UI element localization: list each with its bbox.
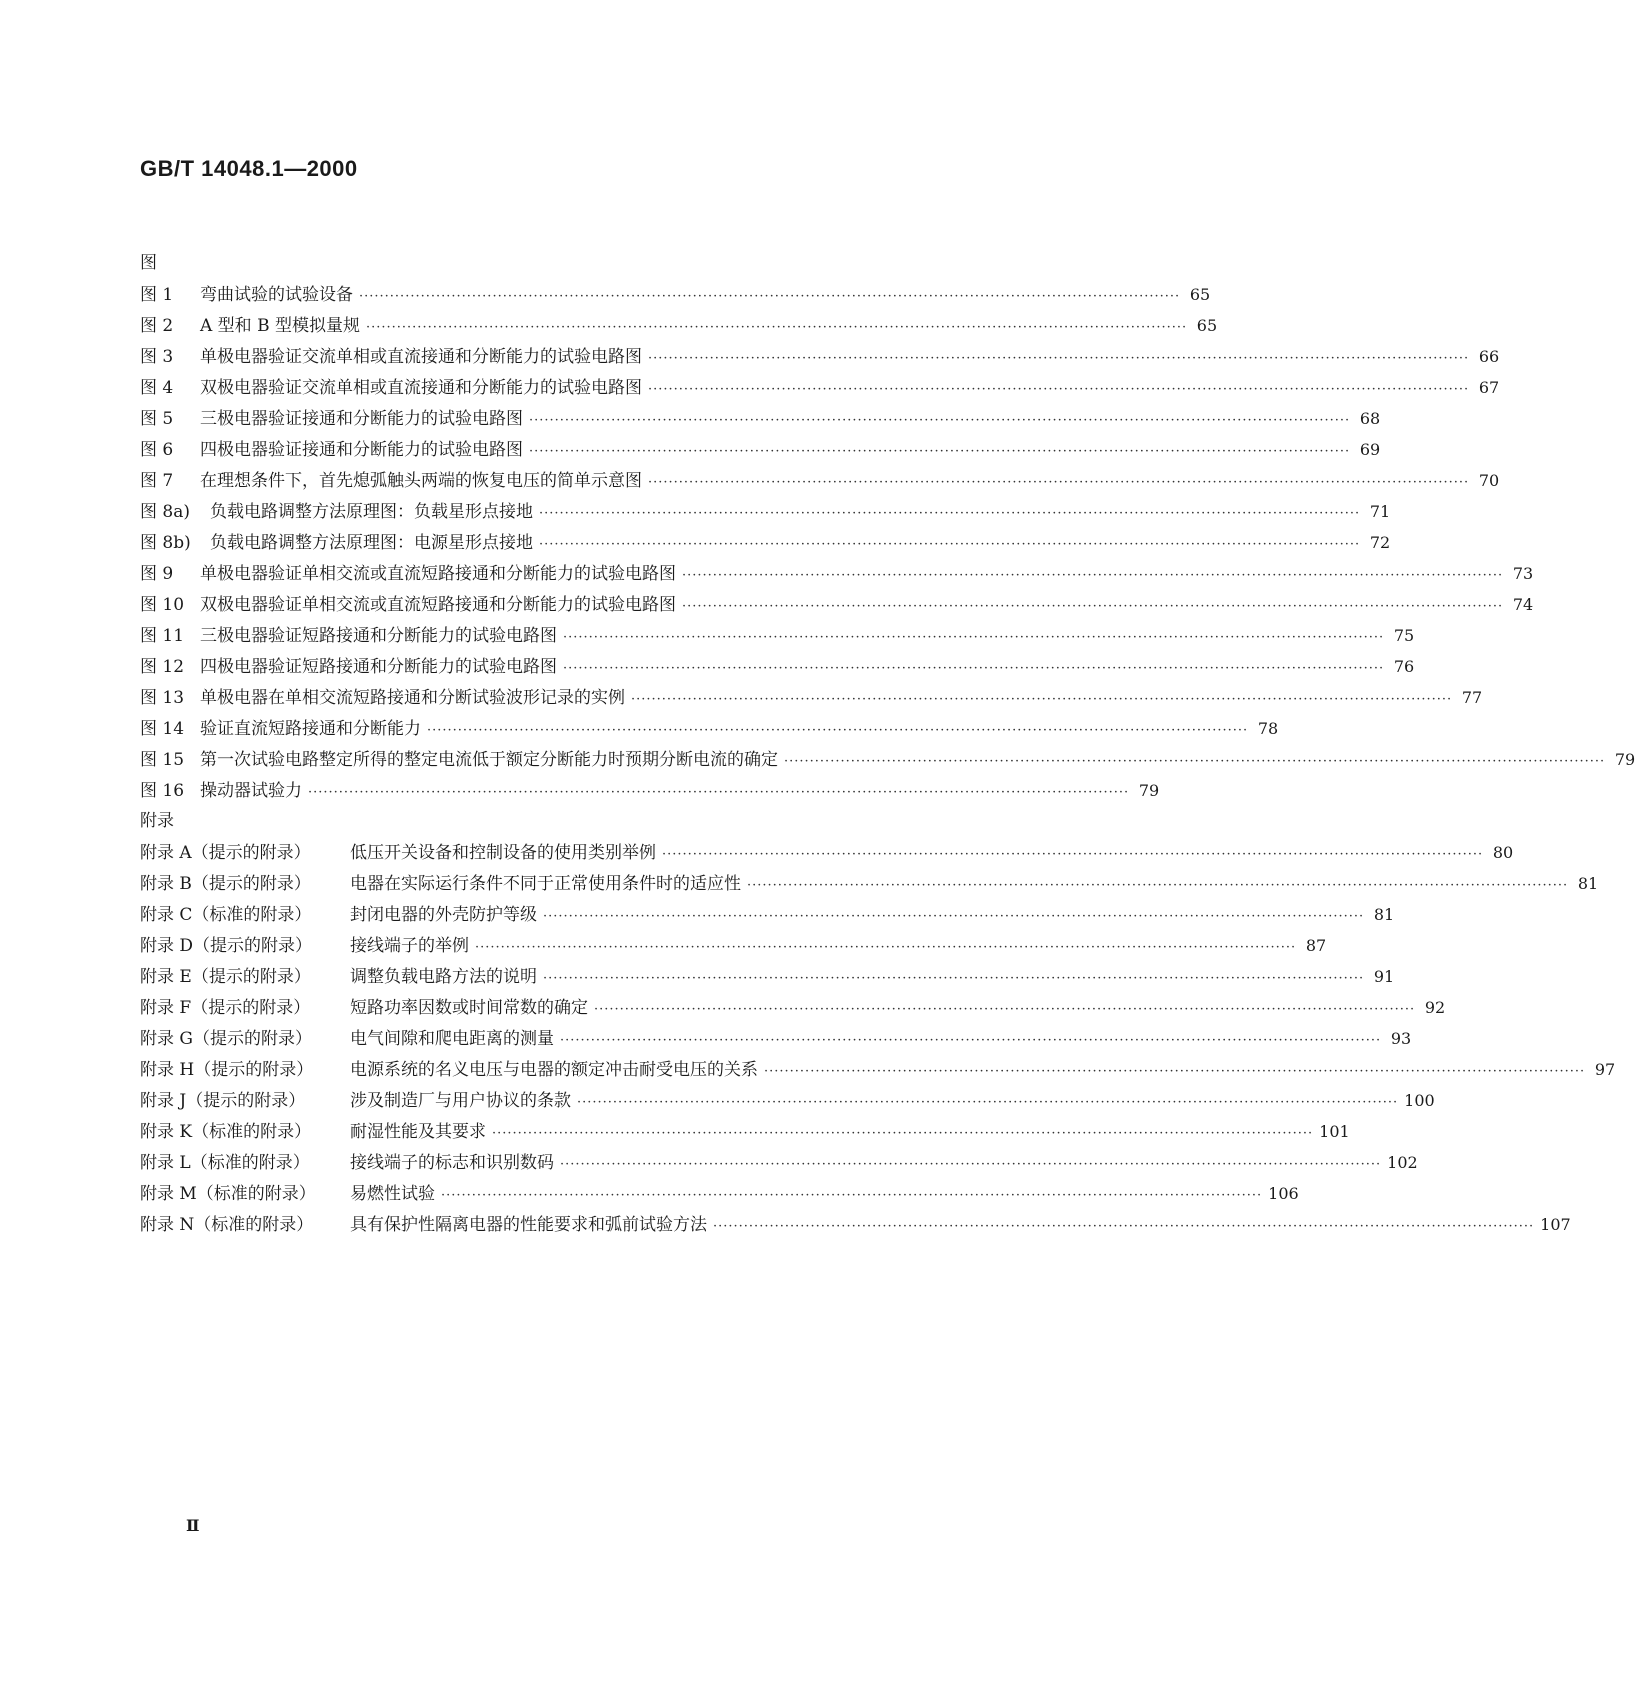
table-of-contents	[140, 248, 1635, 1240]
figure-entry-label: 图 9	[140, 564, 174, 584]
appendix-entry-page: 92	[1424, 998, 1446, 1017]
figure-entry	[140, 744, 1635, 775]
appendix-entry-title: 耐湿性能及其要求	[350, 1122, 486, 1142]
figure-entry-title: 三极电器验证接通和分断能力的试验电路图	[200, 409, 523, 429]
dot-leader	[764, 1056, 1585, 1087]
dot-leader	[441, 1180, 1262, 1211]
figure-entry-label: 图 16	[140, 781, 185, 801]
dot-leader	[682, 591, 1503, 622]
figure-entry	[140, 279, 1211, 310]
dot-leader	[475, 932, 1296, 963]
dot-leader	[563, 622, 1384, 653]
figure-entry	[140, 682, 1483, 713]
figure-entry-page: 65	[1196, 316, 1218, 335]
figure-entry	[140, 713, 1279, 744]
figures-heading: 图	[140, 253, 157, 273]
figure-entry-label: 图 2	[140, 316, 174, 336]
figure-entry-title: 双极电器验证单相交流或直流短路接通和分断能力的试验电路图	[200, 595, 676, 615]
figure-entry-title: 负载电路调整方法原理图：电源星形点接地	[210, 533, 533, 553]
figure-entry-title: A 型和 B 型模拟量规	[200, 316, 360, 336]
dot-leader	[529, 436, 1350, 467]
dot-leader	[784, 746, 1605, 777]
appendix-entry-title: 易燃性试验	[350, 1184, 435, 1204]
figure-entry-page: 79	[1614, 750, 1635, 769]
figure-entry	[140, 775, 1160, 806]
appendix-entry-page: 91	[1373, 967, 1395, 986]
figure-entry-page: 69	[1359, 440, 1381, 459]
dot-leader	[543, 963, 1364, 994]
figure-entry-page: 75	[1393, 626, 1415, 645]
appendix-entry-title: 封闭电器的外壳防护等级	[350, 905, 537, 925]
figure-entry-title: 负载电路调整方法原理图：负载星形点接地	[210, 502, 533, 522]
dot-leader	[427, 715, 1248, 746]
dot-leader	[366, 312, 1187, 343]
appendix-entry-label: 附录 A（提示的附录）	[140, 843, 311, 863]
dot-leader	[713, 1211, 1534, 1242]
figure-entry	[140, 403, 1381, 434]
appendix-entry	[140, 1085, 1435, 1116]
appendix-entry	[140, 1178, 1299, 1209]
dot-leader	[539, 498, 1360, 529]
appendix-entry-label: 附录 G（提示的附录）	[140, 1029, 312, 1049]
appendix-entry-label: 附录 J（提示的附录）	[140, 1091, 306, 1111]
figure-entry-title: 单极电器验证交流单相或直流接通和分断能力的试验电路图	[200, 347, 642, 367]
figure-entry-title: 单极电器在单相交流短路接通和分断试验波形记录的实例	[200, 688, 625, 708]
figure-entry-title: 弯曲试验的试验设备	[200, 285, 353, 305]
figure-entry-label: 图 3	[140, 347, 174, 367]
figure-entry-title: 第一次试验电路整定所得的整定电流低于额定分断能力时预期分断电流的确定	[200, 750, 778, 770]
dot-leader	[648, 343, 1469, 374]
dot-leader	[747, 870, 1568, 901]
appendix-entry-title: 电器在实际运行条件不同于正常使用条件时的适应性	[350, 874, 741, 894]
appendix-entry-title: 电气间隙和爬电距离的测量	[350, 1029, 554, 1049]
appendix-entry	[140, 1209, 1571, 1240]
figure-entry-label: 图 8b)	[140, 533, 191, 553]
appendix-entry	[140, 837, 1514, 868]
figure-entry	[140, 465, 1500, 496]
figure-entry-page: 78	[1257, 719, 1279, 738]
appendix-entry-page: 81	[1577, 874, 1599, 893]
dot-leader	[662, 839, 1483, 870]
appendix-entry-label: 附录 F（提示的附录）	[140, 998, 311, 1018]
appendix-entry-title: 接线端子的举例	[350, 936, 469, 956]
appendix-entry	[140, 930, 1327, 961]
figure-entry	[140, 651, 1415, 682]
appendix-entry	[140, 961, 1395, 992]
appendix-entry-label: 附录 K（标准的附录）	[140, 1122, 312, 1142]
appendix-entry	[140, 899, 1395, 930]
appendix-entry	[140, 1054, 1616, 1085]
figure-entry-label: 图 6	[140, 440, 174, 460]
appendix-entry-title: 低压开关设备和控制设备的使用类别举例	[350, 843, 656, 863]
dot-leader	[560, 1025, 1381, 1056]
appendix-entry-label: 附录 H（提示的附录）	[140, 1060, 314, 1080]
appendix-entry-title: 短路功率因数或时间常数的确定	[350, 998, 588, 1018]
figure-entry	[140, 341, 1500, 372]
dot-leader	[492, 1118, 1313, 1149]
appendix-entry-title: 具有保护性隔离电器的性能要求和弧前试验方法	[350, 1215, 707, 1235]
appendix-entry-page: 87	[1305, 936, 1327, 955]
appendix-entry	[140, 992, 1446, 1023]
dot-leader	[543, 901, 1364, 932]
appendix-entry-title: 接线端子的标志和识别数码	[350, 1153, 554, 1173]
appendix-entry	[140, 1023, 1412, 1054]
appendix-heading: 附录	[140, 811, 174, 831]
dot-leader	[359, 281, 1180, 312]
figure-entry-page: 65	[1189, 285, 1211, 304]
figure-entry-label: 图 12	[140, 657, 185, 677]
appendix-entry-label: 附录 E（提示的附录）	[140, 967, 311, 987]
figure-entry	[140, 496, 1391, 527]
appendix-entry-title: 调整负载电路方法的说明	[350, 967, 537, 987]
figure-entry-title: 在理想条件下，首先熄弧触头两端的恢复电压的简单示意图	[200, 471, 642, 491]
dot-leader	[563, 653, 1384, 684]
figure-entry	[140, 589, 1534, 620]
standard-code: GB/T 14048.1—2000	[140, 156, 358, 181]
figure-entry-page: 73	[1512, 564, 1534, 583]
figure-entry-title: 三极电器验证短路接通和分断能力的试验电路图	[200, 626, 557, 646]
appendix-entry-page: 107	[1540, 1215, 1571, 1234]
appendix-entry-page: 97	[1594, 1060, 1616, 1079]
appendix-entry-label: 附录 L（标准的附录）	[140, 1153, 310, 1173]
dot-leader	[648, 374, 1469, 405]
figure-entry-title: 四极电器验证短路接通和分断能力的试验电路图	[200, 657, 557, 677]
figure-entry-title: 验证直流短路接通和分断能力	[200, 719, 421, 739]
figure-entry-label: 图 5	[140, 409, 174, 429]
figure-entry-label: 图 13	[140, 688, 185, 708]
appendix-entry	[140, 1116, 1350, 1147]
dot-leader	[529, 405, 1350, 436]
appendix-entry-title: 电源系统的名义电压与电器的额定冲击耐受电压的关系	[350, 1060, 758, 1080]
figure-entry	[140, 310, 1218, 341]
figure-entry-page: 66	[1478, 347, 1500, 366]
figure-entry-title: 双极电器验证交流单相或直流接通和分断能力的试验电路图	[200, 378, 642, 398]
figure-entry-label: 图 4	[140, 378, 174, 398]
figure-entry	[140, 620, 1415, 651]
appendix-entry-label: 附录 N（标准的附录）	[140, 1215, 314, 1235]
appendix-entry-page: 101	[1319, 1122, 1350, 1141]
appendix-entry-page: 102	[1387, 1153, 1418, 1172]
figure-entry-page: 71	[1369, 502, 1391, 521]
figure-entry-page: 76	[1393, 657, 1415, 676]
appendix-entry-label: 附录 M（标准的附录）	[140, 1184, 316, 1204]
appendix-list	[140, 837, 1616, 1240]
dot-leader	[648, 467, 1469, 498]
appendix-entry-label: 附录 C（标准的附录）	[140, 905, 312, 925]
figure-entry-page: 68	[1359, 409, 1381, 428]
figure-entry-label: 图 1	[140, 285, 174, 305]
figure-entry	[140, 558, 1534, 589]
figure-entry-label: 图 14	[140, 719, 185, 739]
dot-leader	[682, 560, 1503, 591]
appendix-entry	[140, 868, 1599, 899]
figure-entry-label: 图 11	[140, 626, 185, 646]
figure-entry-page: 74	[1512, 595, 1534, 614]
figure-entry-title: 操动器试验力	[200, 781, 302, 801]
figures-list	[140, 279, 1635, 806]
page-number: Ⅱ	[186, 1516, 200, 1535]
figure-entry	[140, 527, 1391, 558]
figure-entry-page: 77	[1461, 688, 1483, 707]
appendix-entry-title: 涉及制造厂与用户协议的条款	[350, 1091, 571, 1111]
appendix-entry	[140, 1147, 1418, 1178]
figure-entry-page: 72	[1369, 533, 1391, 552]
figure-entry	[140, 434, 1381, 465]
dot-leader	[594, 994, 1415, 1025]
figure-entry-page: 79	[1138, 781, 1160, 800]
figure-entry-page: 70	[1478, 471, 1500, 490]
figure-entry-label: 图 10	[140, 595, 185, 615]
figure-entry	[140, 372, 1500, 403]
dot-leader	[539, 529, 1360, 560]
appendix-entry-page: 93	[1390, 1029, 1412, 1048]
dot-leader	[631, 684, 1452, 715]
dot-leader	[560, 1149, 1381, 1180]
dot-leader	[577, 1087, 1398, 1118]
figure-entry-page: 67	[1478, 378, 1500, 397]
dot-leader	[308, 777, 1129, 808]
appendix-entry-page: 100	[1404, 1091, 1435, 1110]
appendix-entry-label: 附录 B（提示的附录）	[140, 874, 311, 894]
figure-entry-label: 图 7	[140, 471, 174, 491]
figure-entry-label: 图 8a)	[140, 502, 190, 522]
appendix-entry-page: 106	[1268, 1184, 1299, 1203]
figure-entry-title: 四极电器验证接通和分断能力的试验电路图	[200, 440, 523, 460]
appendix-entry-page: 81	[1373, 905, 1395, 924]
appendix-entry-label: 附录 D（提示的附录）	[140, 936, 313, 956]
figure-entry-label: 图 15	[140, 750, 185, 770]
appendix-entry-page: 80	[1492, 843, 1514, 862]
figure-entry-title: 单极电器验证单相交流或直流短路接通和分断能力的试验电路图	[200, 564, 676, 584]
